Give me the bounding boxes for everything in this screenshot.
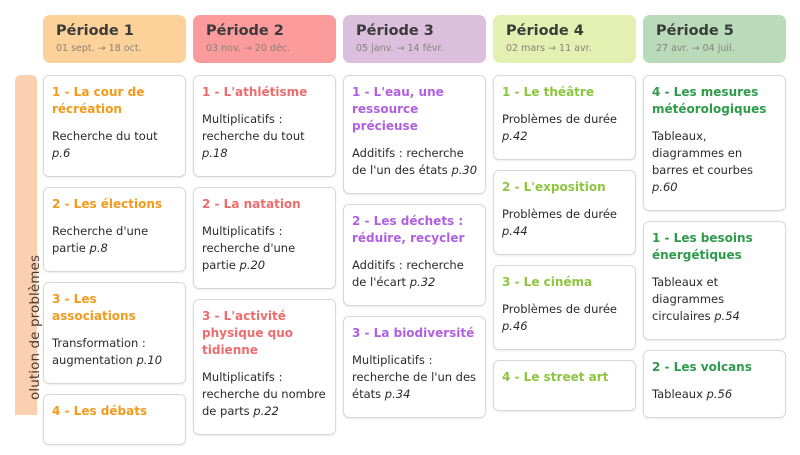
sequence-card[interactable] bbox=[43, 282, 186, 384]
period-dates: 02 mars → 11 avr. bbox=[506, 43, 592, 54]
column-periode-3 bbox=[343, 15, 486, 401]
card-body: Recherche du tout p.6 bbox=[52, 129, 158, 160]
card-body: Transformation : augmentation p.10 bbox=[52, 336, 163, 367]
card-body bbox=[52, 430, 179, 444]
card-title: 3 - L'activité physique quo tidienne bbox=[202, 309, 294, 357]
period-title: Période 2 bbox=[206, 23, 284, 39]
period-dates: 01 sept. → 18 oct. bbox=[56, 43, 142, 54]
sequence-card[interactable] bbox=[193, 75, 336, 177]
period-title: Période 5 bbox=[656, 23, 734, 39]
card-body: Problèmes de durée p.46 bbox=[502, 302, 617, 333]
page-ref: p.46 bbox=[502, 319, 528, 333]
card-body: Additifs : recherche de l'un des états p.30 bbox=[352, 146, 478, 177]
period-header-4[interactable] bbox=[493, 15, 636, 63]
sequence-card[interactable] bbox=[193, 299, 336, 435]
sequence-card[interactable] bbox=[493, 170, 636, 255]
card-body: Multiplicatifs : recherche du nombre de parts p.22 bbox=[202, 370, 326, 418]
sequence-card[interactable] bbox=[343, 316, 486, 418]
card-title: 2 - L'exposition bbox=[502, 180, 606, 194]
period-title: Période 4 bbox=[506, 23, 584, 39]
sequence-card[interactable] bbox=[493, 75, 636, 160]
page-ref: p.22 bbox=[253, 404, 279, 418]
card-body bbox=[502, 396, 629, 410]
card-body: Problèmes de durée p.42 bbox=[502, 112, 617, 143]
card-title: 1 - Les besoins énergétiques bbox=[652, 231, 753, 262]
column-periode-1 bbox=[43, 15, 186, 418]
card-title: 3 - Le cinéma bbox=[502, 275, 593, 289]
card-title: 1 - Le théâtre bbox=[502, 85, 594, 99]
period-header-5[interactable] bbox=[643, 15, 786, 63]
sequence-card[interactable] bbox=[643, 75, 786, 211]
card-body: Tableaux et diagrammes circulaires p.54 bbox=[652, 275, 740, 323]
card-title: 4 - Les mesures météorologiques bbox=[652, 85, 767, 116]
card-body: Additifs : recherche de l'écart p.32 bbox=[352, 258, 464, 289]
page-ref: p.20 bbox=[239, 258, 266, 272]
sequence-card[interactable] bbox=[493, 360, 636, 411]
card-title: 4 - Le street art bbox=[502, 370, 609, 384]
period-dates: 05 janv. → 14 févr. bbox=[356, 43, 444, 54]
sequence-card[interactable] bbox=[43, 187, 186, 272]
page-ref: p.42 bbox=[502, 129, 528, 143]
page-ref: p.34 bbox=[384, 387, 411, 401]
page-ref: p.30 bbox=[451, 163, 478, 177]
card-body: Multiplicatifs : recherche du tout p.18 bbox=[202, 112, 305, 160]
card-body: Tableaux p.56 bbox=[652, 387, 733, 401]
card-title: 4 - Les débats bbox=[52, 404, 148, 418]
card-title: 3 - La biodiversité bbox=[352, 326, 475, 340]
card-title: 3 - Les associations bbox=[52, 292, 136, 323]
card-body: Multiplicatifs : recherche d'une partie p.20 bbox=[202, 224, 296, 272]
page-ref: p.32 bbox=[409, 275, 436, 289]
sequence-card[interactable] bbox=[343, 204, 486, 306]
period-dates: 03 nov. → 20 déc. bbox=[206, 43, 291, 54]
sequence-card[interactable] bbox=[343, 75, 486, 194]
period-header-1[interactable] bbox=[43, 15, 186, 63]
page-ref: p.6 bbox=[52, 146, 71, 160]
page-ref: p.8 bbox=[89, 241, 108, 255]
card-title: 2 - La natation bbox=[202, 197, 301, 211]
page-ref: p.18 bbox=[202, 146, 228, 160]
sequence-card[interactable] bbox=[493, 265, 636, 350]
column-periode-5 bbox=[643, 15, 786, 401]
period-title: Période 1 bbox=[56, 23, 134, 39]
card-body: Problèmes de durée p.44 bbox=[502, 207, 617, 238]
period-header-3[interactable] bbox=[343, 15, 486, 63]
column-periode-4 bbox=[493, 15, 636, 384]
card-title: 1 - L'athlétisme bbox=[202, 85, 308, 99]
card-title: 2 - Les élections bbox=[52, 197, 163, 211]
sequence-card[interactable] bbox=[643, 221, 786, 340]
sequence-card[interactable] bbox=[643, 350, 786, 418]
card-title: 1 - La cour de récréation bbox=[52, 85, 145, 116]
sequence-card[interactable] bbox=[43, 75, 186, 177]
page-ref: p.54 bbox=[714, 309, 740, 323]
period-header-2[interactable] bbox=[193, 15, 336, 63]
page-ref: p.10 bbox=[136, 353, 163, 367]
page-ref: p.56 bbox=[706, 387, 733, 401]
period-dates: 27 avr. → 04 juil. bbox=[656, 43, 735, 54]
period-title: Période 3 bbox=[356, 23, 434, 39]
column-periode-2 bbox=[193, 15, 336, 418]
card-title: 1 - L'eau, une ressource précieuse bbox=[352, 85, 444, 133]
sequence-card[interactable] bbox=[193, 187, 336, 289]
card-title: 2 - Les volcans bbox=[652, 360, 752, 374]
sequence-card[interactable] bbox=[43, 394, 186, 445]
card-body: Recherche d'une partie p.8 bbox=[52, 224, 149, 255]
page-ref: p.60 bbox=[652, 180, 678, 194]
row-label: olution de problèmes bbox=[27, 254, 43, 400]
page-ref: p.44 bbox=[502, 224, 528, 238]
card-body: Tableaux, diagrammes en barres et courbes p.60 bbox=[652, 129, 754, 194]
card-body: Multiplicatifs : recherche de l'un des états p.34 bbox=[352, 353, 477, 401]
card-title: 2 - Les déchets : réduire, recycler bbox=[352, 214, 465, 245]
